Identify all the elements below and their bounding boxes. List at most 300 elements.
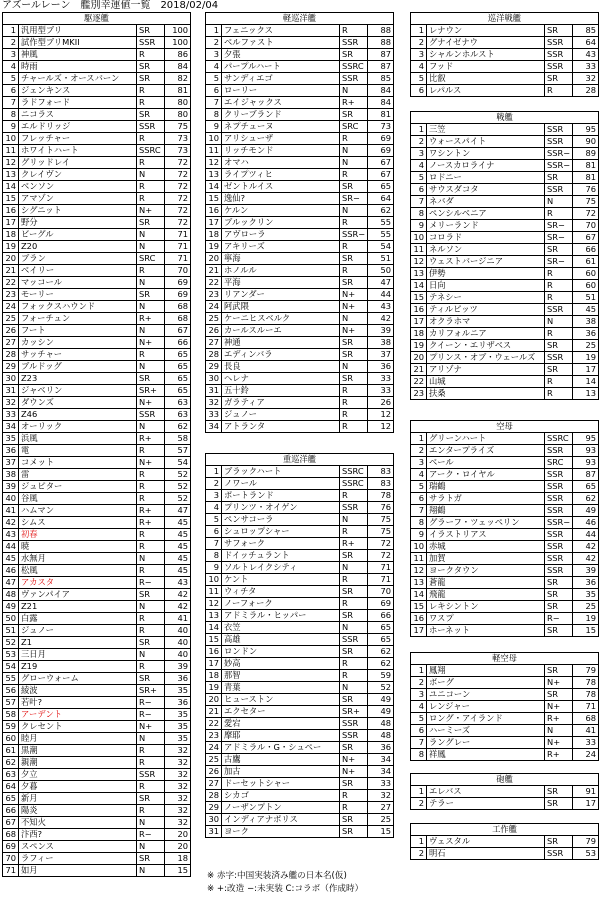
luck-value: 42 — [573, 541, 599, 553]
row-number: 61 — [3, 745, 19, 757]
luck-value: 39 — [368, 325, 394, 337]
table-row — [411, 256, 599, 268]
rarity: N — [137, 229, 165, 241]
rarity: SR — [340, 826, 368, 838]
ship-name: パープルハート — [222, 61, 340, 73]
row-number: 24 — [3, 301, 19, 313]
table-row — [206, 490, 394, 502]
table-row — [206, 193, 394, 205]
table-row — [3, 241, 191, 253]
luck-value: 52 — [165, 481, 191, 493]
luck-value: 35 — [165, 709, 191, 721]
row-number: 20 — [206, 694, 222, 706]
row-number: 9 — [206, 121, 222, 133]
rarity: R− — [137, 697, 165, 709]
luck-value: 55 — [368, 217, 394, 229]
rarity: R — [545, 388, 573, 400]
luck-value: 72 — [165, 181, 191, 193]
table-row — [411, 601, 599, 613]
rarity: R+ — [340, 97, 368, 109]
luck-value: 19 — [573, 613, 599, 625]
ship-name: グリーンハート — [427, 433, 545, 445]
rarity: SSR− — [545, 148, 573, 160]
row-number: 22 — [411, 376, 427, 388]
rarity: SR — [137, 73, 165, 85]
row-number: 67 — [3, 817, 19, 829]
ship-name: ガラティア — [222, 397, 340, 409]
luck-value: 36 — [165, 673, 191, 685]
rarity: SSR — [545, 136, 573, 148]
ship-name: 神風 — [19, 49, 137, 61]
rarity: R — [137, 193, 165, 205]
ship-name: 鳳翔 — [427, 665, 545, 677]
row-number: 21 — [206, 706, 222, 718]
ship-name: 谷風 — [19, 493, 137, 505]
rarity: R — [137, 613, 165, 625]
row-number: 28 — [206, 349, 222, 361]
rarity: R− — [137, 829, 165, 841]
ship-name: Z23 — [19, 373, 137, 385]
luck-value: 100 — [165, 37, 191, 49]
rarity: R — [340, 598, 368, 610]
ship-name: アーデント — [19, 709, 137, 721]
table-row — [3, 757, 191, 769]
table-row — [411, 148, 599, 160]
rarity: R — [545, 280, 573, 292]
luck-value: 60 — [573, 280, 599, 292]
row-number: 24 — [206, 301, 222, 313]
table-row — [3, 781, 191, 793]
ship-name: シカゴ — [222, 790, 340, 802]
table-row — [3, 205, 191, 217]
ship-name: 加古 — [222, 766, 340, 778]
rarity: R — [340, 421, 368, 433]
ship-name: ティルピッツ — [427, 304, 545, 316]
row-number: 17 — [411, 316, 427, 328]
rarity: SR — [340, 814, 368, 826]
luck-value: 72 — [368, 550, 394, 562]
table-row — [206, 706, 394, 718]
row-number: 1 — [411, 433, 427, 445]
table-row — [206, 85, 394, 97]
luck-value: 36 — [368, 361, 394, 373]
ship-name: アトランタ — [222, 421, 340, 433]
ship-name: 三日月 — [19, 649, 137, 661]
ship-name: レンジャー — [427, 701, 545, 713]
luck-value: 40 — [165, 649, 191, 661]
ship-name: エルドリッジ — [19, 121, 137, 133]
row-number: 17 — [3, 217, 19, 229]
rarity: SSR — [137, 409, 165, 421]
row-number: 33 — [206, 409, 222, 421]
rarity: R — [137, 469, 165, 481]
luck-value: 46 — [573, 517, 599, 529]
rarity: R — [137, 445, 165, 457]
table-row — [206, 217, 394, 229]
row-number: 54 — [3, 661, 19, 673]
table-row — [411, 340, 599, 352]
luck-value: 32 — [165, 769, 191, 781]
luck-value: 13 — [573, 388, 599, 400]
ship-name: ジャベリン — [19, 385, 137, 397]
luck-value: 72 — [165, 217, 191, 229]
luck-value: 49 — [573, 505, 599, 517]
ship-name: シュロップシャー — [222, 526, 340, 538]
ship-name: フッド — [427, 61, 545, 73]
row-number: 20 — [206, 253, 222, 265]
row-number: 11 — [206, 145, 222, 157]
row-number: 17 — [411, 625, 427, 637]
luck-value: 58 — [165, 433, 191, 445]
luck-value: 32 — [165, 793, 191, 805]
ship-name: サフォーク — [222, 538, 340, 550]
row-number: 47 — [3, 577, 19, 589]
row-number: 6 — [411, 85, 427, 97]
luck-value: 79 — [573, 665, 599, 677]
table-row — [206, 385, 394, 397]
table-row — [3, 397, 191, 409]
ship-name: ロドニー — [427, 172, 545, 184]
row-number: 65 — [3, 793, 19, 805]
row-number: 1 — [411, 836, 427, 848]
row-number: 6 — [206, 526, 222, 538]
luck-value: 63 — [165, 397, 191, 409]
rarity: R — [340, 790, 368, 802]
luck-value: 67 — [165, 325, 191, 337]
table-row — [206, 538, 394, 550]
table-row — [3, 637, 191, 649]
luck-value: 45 — [165, 517, 191, 529]
row-number: 12 — [411, 256, 427, 268]
row-number: 22 — [3, 277, 19, 289]
row-number: 2 — [411, 136, 427, 148]
table-row — [411, 49, 599, 61]
rarity: SSRC — [545, 433, 573, 445]
ship-name: グラーフ・ツェッペリン — [427, 517, 545, 529]
luck-value: 76 — [573, 184, 599, 196]
row-number: 15 — [411, 292, 427, 304]
luck-value: 53 — [573, 848, 599, 860]
table-row — [206, 730, 394, 742]
ship-name: 試作型ブリMKII — [19, 37, 137, 49]
row-number: 26 — [206, 325, 222, 337]
rarity: SSRC — [137, 145, 165, 157]
rarity: N — [340, 361, 368, 373]
luck-value: 36 — [573, 577, 599, 589]
luck-value: 80 — [165, 109, 191, 121]
table-row — [411, 737, 599, 749]
row-number: 2 — [3, 37, 19, 49]
rarity: N — [137, 277, 165, 289]
ship-name: ネバダ — [427, 196, 545, 208]
ship-name: 黒潮 — [19, 745, 137, 757]
row-number: 34 — [3, 421, 19, 433]
table-row — [3, 85, 191, 97]
table-row — [3, 829, 191, 841]
luck-value: 83 — [368, 466, 394, 478]
luck-value: 26 — [368, 397, 394, 409]
luck-value: 85 — [573, 25, 599, 37]
row-number: 8 — [411, 517, 427, 529]
rarity: SSR — [340, 634, 368, 646]
ship-name: 汎用型ブリ — [19, 25, 137, 37]
rarity: R — [137, 745, 165, 757]
row-number: 22 — [206, 718, 222, 730]
light-carrier-table — [410, 652, 599, 761]
table-row — [3, 157, 191, 169]
row-number: 25 — [206, 313, 222, 325]
ship-name: ベルファスト — [222, 37, 340, 49]
luck-value: 36 — [165, 697, 191, 709]
table-row — [206, 97, 394, 109]
rarity: N+ — [137, 205, 165, 217]
ship-name: アリゾナ — [427, 364, 545, 376]
table-row — [206, 658, 394, 670]
ship-name: コメット — [19, 457, 137, 469]
rarity: N+ — [545, 677, 573, 689]
ship-name: クレイヴン — [19, 169, 137, 181]
ship-name: ラフィー — [19, 853, 137, 865]
rarity: SSR — [340, 73, 368, 85]
table-row — [3, 769, 191, 781]
luck-value: 38 — [573, 316, 599, 328]
luck-value: 33 — [368, 373, 394, 385]
luck-value: 72 — [165, 169, 191, 181]
rarity: SR — [545, 665, 573, 677]
rarity: SSR — [545, 541, 573, 553]
ship-name: ジュノー — [19, 625, 137, 637]
carrier-table — [410, 420, 599, 637]
row-number: 15 — [411, 601, 427, 613]
row-number: 27 — [206, 778, 222, 790]
ship-name: テラー — [427, 798, 545, 810]
light-carrier-header: 軽空母 — [411, 653, 599, 665]
ship-name: ネルソン — [427, 244, 545, 256]
rarity: R — [137, 349, 165, 361]
row-number: 8 — [206, 550, 222, 562]
rarity: SSRC — [340, 478, 368, 490]
rarity: SR — [545, 244, 573, 256]
row-number: 2 — [411, 677, 427, 689]
rarity: SSR — [545, 848, 573, 860]
luck-value: 17 — [573, 798, 599, 810]
table-row — [3, 553, 191, 565]
table-row — [206, 349, 394, 361]
rarity: SR — [545, 172, 573, 184]
row-number: 6 — [411, 725, 427, 737]
row-number: 5 — [206, 514, 222, 526]
row-number: 71 — [3, 865, 19, 877]
luck-value: 39 — [573, 565, 599, 577]
table-row — [3, 217, 191, 229]
rarity: R — [545, 376, 573, 388]
ship-name: 雷 — [19, 469, 137, 481]
rarity: N — [340, 562, 368, 574]
luck-value: 49 — [368, 694, 394, 706]
table-row — [411, 493, 599, 505]
row-number: 66 — [3, 805, 19, 817]
row-number: 31 — [206, 385, 222, 397]
row-number: 26 — [206, 766, 222, 778]
rarity: R+ — [137, 517, 165, 529]
table-row — [3, 313, 191, 325]
luck-value: 42 — [368, 313, 394, 325]
luck-value: 45 — [165, 541, 191, 553]
row-number: 14 — [411, 280, 427, 292]
light-cruiser-table — [205, 12, 394, 433]
row-number: 12 — [3, 157, 19, 169]
row-number: 32 — [3, 397, 19, 409]
rarity: N — [137, 733, 165, 745]
rarity: SR — [545, 25, 573, 37]
battlecruiser-table — [410, 12, 599, 97]
table-row — [411, 232, 599, 244]
table-row — [206, 826, 394, 838]
table-row — [3, 733, 191, 745]
ship-name: 綾波 — [19, 685, 137, 697]
row-number: 13 — [206, 169, 222, 181]
row-number: 31 — [3, 385, 19, 397]
rarity: N — [137, 841, 165, 853]
row-number: 10 — [411, 232, 427, 244]
rarity: R — [137, 805, 165, 817]
table-row — [411, 292, 599, 304]
table-row — [206, 361, 394, 373]
ship-name: 摩耶 — [222, 730, 340, 742]
ship-name: 五十鈴 — [222, 385, 340, 397]
rarity: N — [340, 205, 368, 217]
ship-name: ノーフォーク — [222, 598, 340, 610]
table-row — [3, 481, 191, 493]
ship-name: エレバス — [427, 786, 545, 798]
table-row — [206, 670, 394, 682]
row-number: 16 — [3, 205, 19, 217]
ship-name: スペンス — [19, 841, 137, 853]
rarity: N — [137, 817, 165, 829]
row-number: 11 — [3, 145, 19, 157]
row-number: 1 — [411, 665, 427, 677]
table-row — [411, 725, 599, 737]
luck-value: 66 — [573, 244, 599, 256]
ship-name: ホノルル — [222, 265, 340, 277]
row-number: 60 — [3, 733, 19, 745]
luck-value: 78 — [368, 490, 394, 502]
rarity: SSR — [340, 730, 368, 742]
table-row — [411, 388, 599, 400]
luck-value: 90 — [573, 136, 599, 148]
luck-value: 48 — [368, 718, 394, 730]
rarity: R — [340, 658, 368, 670]
luck-value: 68 — [165, 313, 191, 325]
luck-value: 47 — [165, 505, 191, 517]
ship-name: 陽炎 — [19, 805, 137, 817]
ship-name: 長良 — [222, 361, 340, 373]
luck-value: 71 — [368, 574, 394, 586]
ship-name: 時雨 — [19, 61, 137, 73]
rarity: N — [137, 241, 165, 253]
ship-name: 初春 — [19, 529, 137, 541]
ship-name: 日向 — [427, 280, 545, 292]
luck-value: 63 — [165, 409, 191, 421]
row-number: 6 — [206, 85, 222, 97]
luck-value: 71 — [368, 562, 394, 574]
table-row — [206, 646, 394, 658]
luck-value: 47 — [368, 277, 394, 289]
table-row — [3, 613, 191, 625]
rarity: SR+ — [340, 706, 368, 718]
row-number: 19 — [206, 241, 222, 253]
rarity: SSR — [545, 529, 573, 541]
notes — [207, 870, 363, 896]
row-number: 23 — [206, 730, 222, 742]
ship-name: 妙高 — [222, 658, 340, 670]
row-number: 11 — [206, 586, 222, 598]
rarity: SR — [137, 109, 165, 121]
ship-name: 夕立 — [19, 769, 137, 781]
ship-name: シムス — [19, 517, 137, 529]
ship-name: 水無月 — [19, 553, 137, 565]
ship-name: Z19 — [19, 661, 137, 673]
rarity: SR — [340, 373, 368, 385]
row-number: 13 — [3, 169, 19, 181]
rarity: N+ — [340, 325, 368, 337]
luck-value: 65 — [368, 181, 394, 193]
luck-value: 60 — [573, 268, 599, 280]
rarity: R — [137, 85, 165, 97]
table-row — [206, 205, 394, 217]
table-row — [206, 109, 394, 121]
ship-name: ノワール — [222, 478, 340, 490]
ship-name: アキリーズ — [222, 241, 340, 253]
row-number: 5 — [411, 481, 427, 493]
table-row — [206, 373, 394, 385]
rarity: SSR — [340, 37, 368, 49]
luck-value: 43 — [368, 301, 394, 313]
luck-value: 79 — [573, 836, 599, 848]
row-number: 1 — [206, 25, 222, 37]
ship-name: カッシン — [19, 337, 137, 349]
table-row — [411, 677, 599, 689]
ship-name: アドミラル・G・シュペー — [222, 742, 340, 754]
rarity: R — [137, 481, 165, 493]
rarity: SR — [545, 625, 573, 637]
table-row — [206, 634, 394, 646]
table-row — [206, 397, 394, 409]
table-row — [3, 709, 191, 721]
ship-name: 松風 — [19, 565, 137, 577]
row-number: 12 — [411, 565, 427, 577]
row-number: 50 — [3, 613, 19, 625]
table-row — [3, 61, 191, 73]
row-number: 4 — [206, 502, 222, 514]
row-number: 69 — [3, 841, 19, 853]
rarity: N — [137, 301, 165, 313]
ship-name: 平海 — [222, 277, 340, 289]
luck-value: 32 — [165, 781, 191, 793]
rarity: N — [340, 622, 368, 634]
row-number: 24 — [206, 742, 222, 754]
ship-name: ブルドッグ — [19, 361, 137, 373]
ship-name: 阿武隈 — [222, 301, 340, 313]
luck-value: 81 — [573, 172, 599, 184]
table-row — [3, 277, 191, 289]
rarity: R — [340, 385, 368, 397]
table-row — [3, 121, 191, 133]
note-line: ※ +:改造 −:未実装 C:コラボ（作成時） — [207, 884, 364, 894]
table-row — [206, 61, 394, 73]
table-row — [206, 550, 394, 562]
rarity: R+ — [545, 749, 573, 761]
